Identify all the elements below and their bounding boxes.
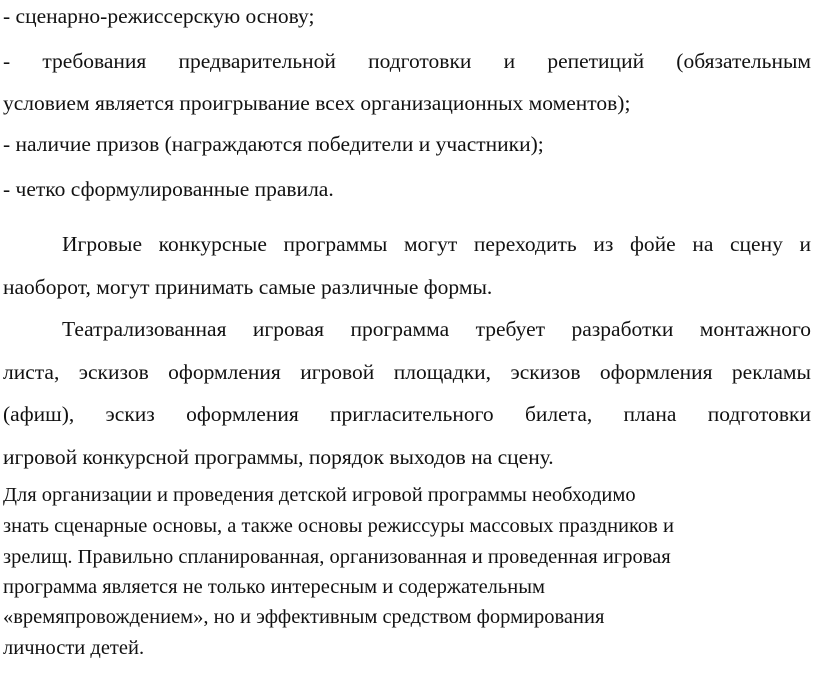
requirement-item-preparation-line1: - требования предварительной подготовки и репетиций (обязательным [3,49,811,73]
requirement-item-script-basis: - сценарно-режиссерскую основу; [3,4,315,28]
paragraph-organization-line1: Для организации и проведения детской игровой программы необходимо [3,484,636,506]
paragraph-organization-line3: зрелищ. Правильно спланированная, организованная и проведенная игровая [3,546,671,568]
requirement-item-prizes: - наличие призов (награждаются победители и участники); [3,132,544,156]
requirement-item-rules: - четко сформулированные правила. [3,177,334,201]
paragraph-theatrical-line1: Театрализованная игровая программа требует разработки монтажного [62,317,811,341]
paragraph-game-programs-line1: Игровые конкурсные программы могут переходить из фойе на сцену и [62,232,811,256]
paragraph-organization-line4: программа является не только интересным и содержательным [3,576,545,598]
paragraph-theatrical-line3: (афиш), эскиз оформления пригласительного билета, плана подготовки [3,402,811,426]
paragraph-game-programs-line2: наоборот, могут принимать самые различные формы. [3,275,493,299]
paragraph-theatrical-line4: игровой конкурсной программы, порядок выходов на сцену. [3,445,554,469]
paragraph-organization-line2: знать сценарные основы, а также основы режиссуры массовых праздников и [3,515,674,537]
paragraph-theatrical-line2: листа, эскизов оформления игровой площадки, эскизов оформления рекламы [3,360,811,384]
paragraph-organization-line6: личности детей. [3,637,145,659]
requirement-item-preparation-line2: условием является проигрывание всех организационных моментов); [3,91,631,115]
paragraph-organization-line5: «времяпровождением», но и эффективным средством формирования [3,606,605,628]
